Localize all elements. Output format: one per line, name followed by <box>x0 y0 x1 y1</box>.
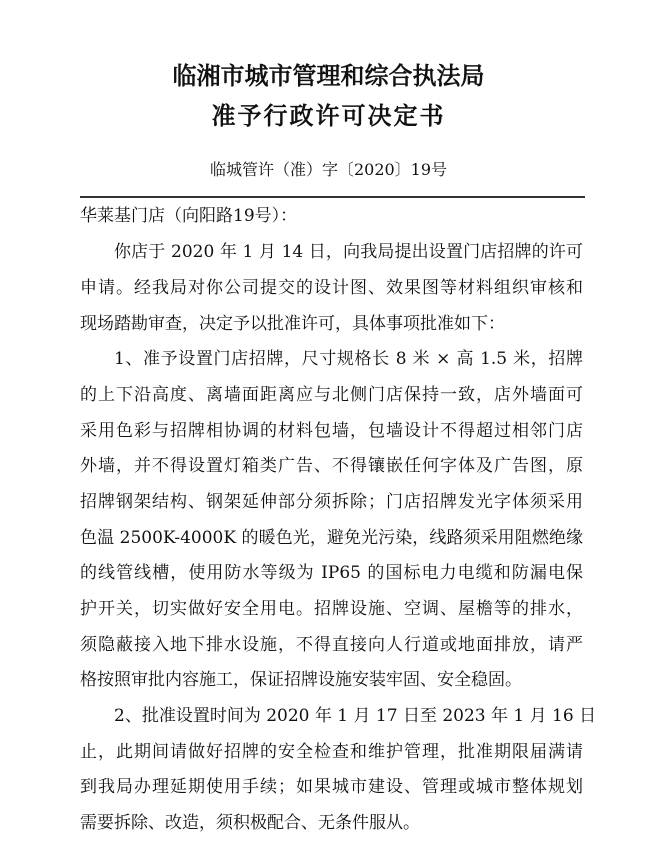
document-subtitle: 准予行政许可决定书 <box>211 102 446 130</box>
document-title: 临湘市城市管理和综合执法局 <box>172 62 485 90</box>
paragraph-line: 1、准予设置门店招牌，尺寸规格长 8 米 × 高 1.5 米，招牌 <box>114 349 583 369</box>
paragraph-line: 需要拆除、改造，须积极配合、无条件服从。 <box>80 813 420 833</box>
document-number: 临城管许（准）字〔2020〕19号 <box>209 160 448 179</box>
paragraph-line: 的线管线槽，使用防水等级为 IP65 的国标电力电缆和防漏电保 <box>80 563 583 583</box>
paragraph-line: 你店于 2020 年 1 月 14 日，向我局提出设置门店招牌的许可 <box>114 242 583 262</box>
paragraph-line: 色温 2500K-4000K 的暖色光，避免光污染，线路须采用阻燃绝缘 <box>80 528 583 548</box>
paragraph-line: 的上下沿高度、离墙面距离应与北侧门店保持一致，店外墙面可 <box>80 385 583 405</box>
header-divider <box>80 196 585 198</box>
paragraph-line: 到我局办理延期使用手续；如果城市建设、管理或城市整体规划 <box>80 777 583 797</box>
paragraph-line: 止，此期间请做好招牌的安全检查和维护管理，批准期限届满请 <box>80 742 583 762</box>
paragraph-line: 格按照审批内容施工，保证招牌设施安装牢固、安全稳固。 <box>80 670 522 690</box>
paragraph-line: 申请。经我局对你公司提交的设计图、效果图等材料组织审核和 <box>80 278 583 298</box>
paragraph-line: 招牌钢架结构、钢架延伸部分须拆除；门店招牌发光字体须采用 <box>80 492 583 512</box>
paragraph-line: 现场踏勘审查，决定予以批准许可，具体事项批准如下： <box>80 314 505 334</box>
paragraph-line: 2、批准设置时间为 2020 年 1 月 17 日至 2023 年 1 月 16 日 <box>114 706 597 726</box>
addressee: 华莱基门店（向阳路19号）： <box>80 206 298 226</box>
paragraph-line: 须隐蔽接入地下排水设施，不得直接向人行道或地面排放，请严 <box>80 635 583 655</box>
paragraph-line: 外墙，并不得设置灯箱类广告、不得镶嵌任何字体及广告图，原 <box>80 456 583 476</box>
paragraph-line: 护开关，切实做好安全用电。招牌设施、空调、屋檐等的排水， <box>80 599 583 619</box>
paragraph-line: 采用色彩与招牌相协调的材料包墙，包墙设计不得超过相邻门店 <box>80 421 583 441</box>
